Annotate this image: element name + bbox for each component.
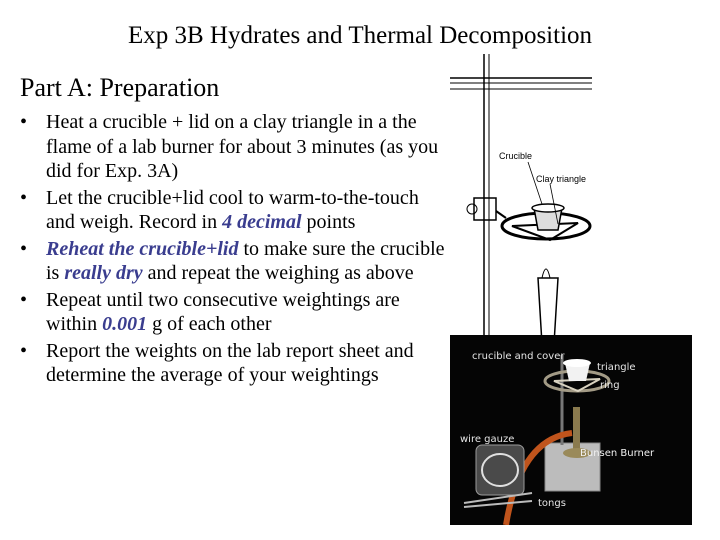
bullet-icon: • — [20, 288, 28, 311]
section-heading: Part A: Preparation — [20, 73, 220, 102]
emphasis-text: really dry — [64, 262, 143, 284]
bullet-text: Heat a crucible + lid on a clay triangle in a the flame of a lab burner for about 3 minutes (as you did for Exp. 3A) — [46, 111, 439, 182]
bullet-text: Let the crucible+lid cool to warm-to-the-touch and weigh. Record in — [46, 186, 419, 233]
emphasis-text: 0.001 — [102, 313, 148, 335]
list-item — [20, 339, 452, 388]
bullet-text: Report the weights on the lab report sheet and determine the average of your weightings — [46, 339, 414, 386]
label-bunsen-burner: Bunsen Burner — [580, 448, 655, 459]
list-item — [20, 110, 452, 184]
list-item — [20, 288, 452, 337]
bullet-icon: • — [20, 111, 28, 133]
emphasis-text: 4 decimal — [222, 211, 302, 233]
ring-stand-drawing — [446, 48, 596, 348]
list-item — [20, 186, 452, 235]
label-clay-triangle: Clay triangle — [536, 174, 587, 184]
bullet-text: and repeat the weighing as above — [142, 262, 414, 284]
instruction-list — [20, 110, 452, 390]
lab-setup-photo — [450, 335, 692, 525]
emphasis-text: Reheat the crucible+lid — [46, 237, 239, 260]
bullet-icon: • — [20, 339, 28, 362]
label-crucible-cover: crucible and cover — [472, 351, 565, 362]
list-item — [20, 237, 452, 286]
bullet-text: points — [301, 211, 356, 233]
bullet-text: Repeat until two consecutive weightings are within — [46, 288, 400, 335]
label-tongs: tongs — [538, 498, 566, 509]
label-crucible: Crucible — [499, 151, 533, 161]
bullet-text: g of each other — [147, 313, 272, 335]
label-ring: ring — [600, 380, 620, 391]
label-wire-gauze: wire gauze — [460, 434, 515, 445]
bullet-icon: • — [20, 237, 28, 260]
bullet-icon: • — [20, 186, 28, 209]
ring-stand-diagram — [446, 48, 596, 348]
label-triangle: triangle — [597, 362, 636, 373]
bullet-text: to make sure the crucible is — [46, 237, 445, 284]
lab-setup-illustration — [450, 335, 692, 525]
slide-title: Exp 3B Hydrates and Thermal Decomposition — [127, 22, 593, 49]
